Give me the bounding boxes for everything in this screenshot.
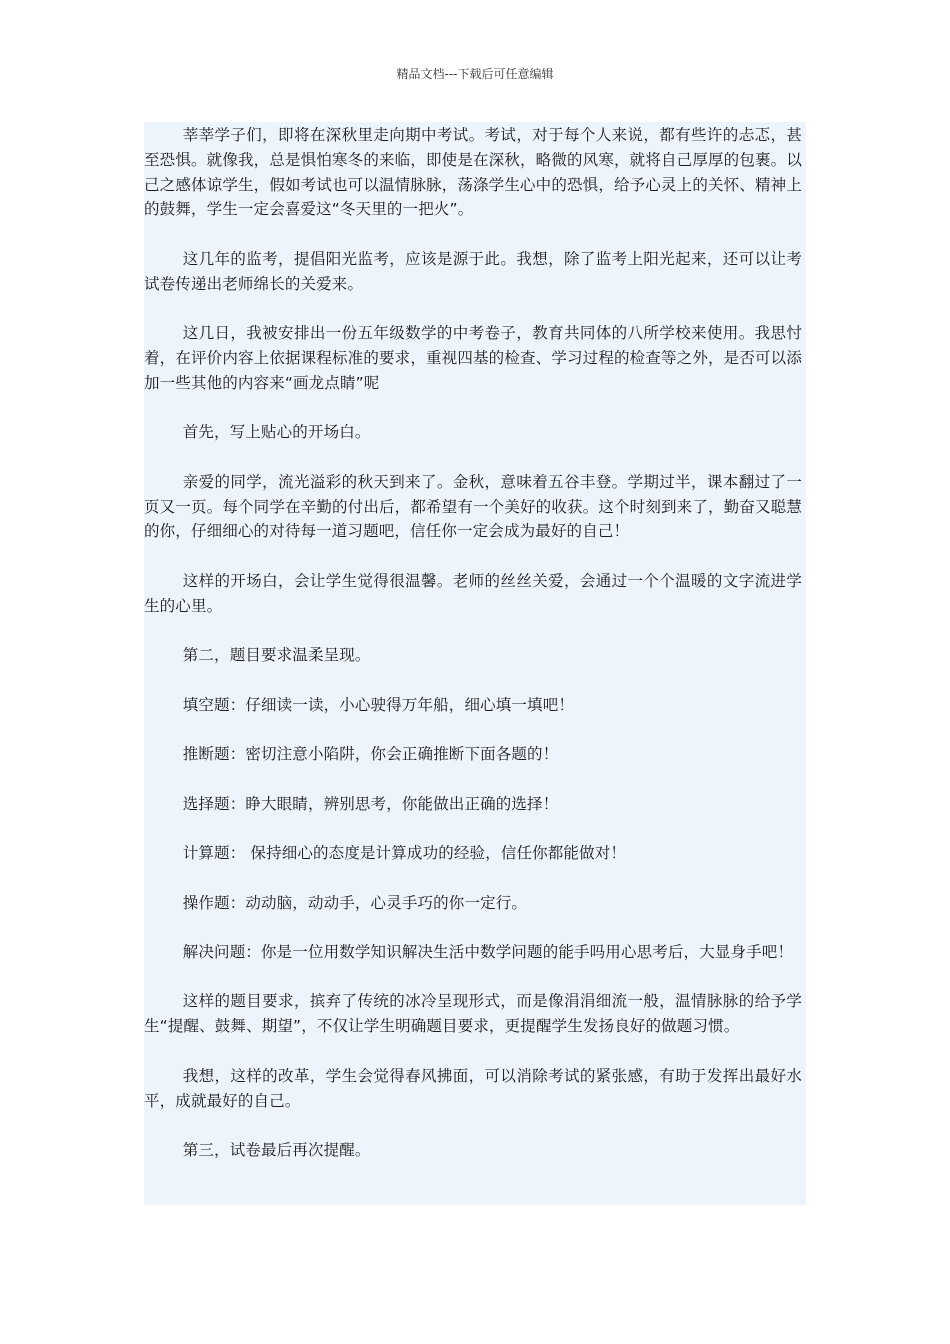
paragraph: 这几年的监考，提倡阳光监考，应该是源于此。我想，除了监考上阳光起来，还可以让考试卷传递出老师绵长的关爱来。: [144, 249, 802, 293]
paragraph: 亲爱的同学，流光溢彩的秋天到来了。金秋，意味着五谷丰登。学期过半，课本翻过了一页又一页。每个同学在辛勤的付出后，都希望有一个美好的收获。这个时刻到来了，勤奋又聪慧的你，仔细细心的对待每一道习题吧，信任你一定会成为最好的自己！: [144, 472, 802, 541]
paragraph: 我想，这样的改革，学生会觉得春风拂面，可以消除考试的紧张感，有助于发挥出最好水平，成就最好的自己。: [144, 1066, 802, 1110]
paragraph: 莘莘学子们，即将在深秋里走向期中考试。考试，对于每个人来说，都有些许的忐忑，甚至恐惧。就像我，总是惧怕寒冬的来临，即使是在深秋，略微的风寒，就将自己厚厚的包裹。以己之感体谅学生，假如考试也可以温情脉脉，荡涤学生心中的恐惧，给予心灵上的关怀、精神上的鼓舞，学生一定会喜爱这“冬天里的一把火”。: [144, 126, 802, 219]
page-header: 精品文档---下载后可任意编辑: [396, 67, 554, 81]
paragraph: 推断题：密切注意小陷阱，你会正确推断下面各题的！: [182, 745, 559, 764]
paragraph: 操作题：动动脑，动动手，心灵手巧的你一定行。: [182, 893, 528, 912]
document-body: [144, 122, 806, 1205]
paragraph: 首先，写上贴心的开场白。: [182, 423, 371, 442]
paragraph: 第三，试卷最后再次提醒。: [182, 1141, 371, 1160]
paragraph: 解决问题：你是一位用数学知识解决生活中数学问题的能手吗用心思考后，大显身手吧！: [182, 942, 794, 961]
paragraph: 选择题：睁大眼睛，辨别思考，你能做出正确的选择！: [182, 794, 559, 813]
paragraph: 填空题：仔细读一读，小心驶得万年船，细心填一填吧！: [182, 695, 575, 714]
paragraph: 第二，题目要求温柔呈现。: [182, 646, 371, 665]
paragraph: 这几日，我被安排出一份五年级数学的中考卷子，教育共同体的八所学校来使用。我思忖着，在评价内容上依据课程标准的要求，重视四基的检查、学习过程的检查等之外，是否可以添加一些其他的内容来“画龙点睛”呢: [144, 324, 802, 392]
paragraph: 计算题： 保持细心的态度是计算成功的经验，信任你都能做对！: [182, 844, 627, 863]
paragraph: 这样的题目要求，摈弃了传统的冰冷呈现形式，而是像涓涓细流一般，温情脉脉的给予学生“提醒、鼓舞、期望”，不仅让学生明确题目要求，更提醒学生发扬良好的做题习惯。: [144, 992, 802, 1036]
paragraph: 这样的开场白，会让学生觉得很温馨。老师的丝丝关爱，会通过一个个温暖的文字流进学生的心里。: [144, 571, 802, 615]
